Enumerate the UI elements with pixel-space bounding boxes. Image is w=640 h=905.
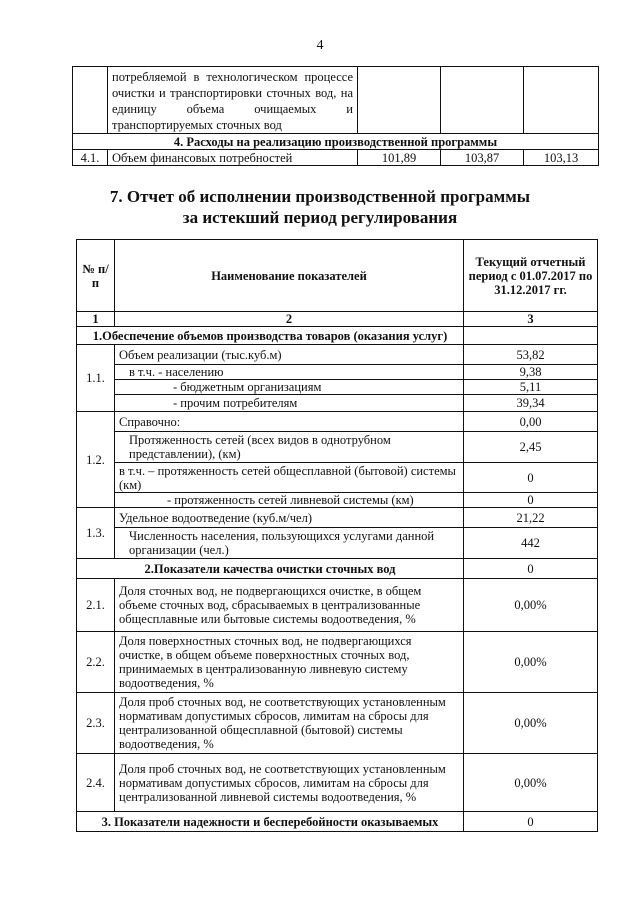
row-number: 2.4. (77, 754, 115, 812)
value-cell: 0,00% (464, 579, 598, 632)
value-cell: 0,00% (464, 632, 598, 693)
row-label: в т.ч. – протяженность сетей общесплавной (бытовой) системы (км) (115, 463, 464, 493)
value-cell: 5,11 (464, 380, 598, 395)
value-cell: 2,45 (464, 432, 598, 463)
row-number: 1.1. (77, 345, 115, 412)
row-number: 2.3. (77, 693, 115, 754)
table-row (77, 579, 598, 632)
table-row (77, 508, 598, 528)
table-row (77, 327, 598, 345)
table-row (77, 754, 598, 812)
section-heading (0, 186, 640, 228)
value-cell: 0 (464, 463, 598, 493)
value-cell: 103,13 (524, 150, 599, 166)
value-cell: 0 (464, 493, 598, 508)
program-expenses-table (72, 66, 599, 166)
table-row (77, 412, 598, 432)
value-cell: 0 (464, 812, 598, 832)
header-number: № п/п (77, 240, 115, 312)
heading-line-1: 7. Отчет об исполнении производственной программы (109, 187, 531, 206)
table-row (77, 345, 598, 365)
column-number: 1 (77, 312, 115, 327)
value-cell: 0 (464, 559, 598, 579)
table-header-row (77, 240, 598, 312)
table-cell (464, 327, 598, 345)
value-cell: 0,00 (464, 412, 598, 432)
section-title: 4. Расходы на реализацию производственной программы (73, 134, 599, 150)
report-table (76, 239, 598, 832)
column-number-row (77, 312, 598, 327)
header-period: Текущий отчетный период с 01.07.2017 по 31.12.2017 гг. (464, 240, 598, 312)
header-name: Наименование показателей (115, 240, 464, 312)
value-cell: 39,34 (464, 395, 598, 412)
row-label: Объем финансовых потребностей (108, 150, 358, 166)
continuation-text: потребляемой в технологическом процессе очистки и транспортировки сточных вод, на единицу объема очищаемых и транспортируемых сточных вод (108, 67, 358, 134)
table-row (77, 528, 598, 559)
value-cell: 0,00% (464, 754, 598, 812)
table-row (77, 632, 598, 693)
row-label: в т.ч. - населению (115, 365, 464, 380)
row-label: Доля сточных вод, не подвергающихся очистке, в общем объеме сточных вод, сбрасываемых в централизованные общесплавные или бытовые системы водоотведения, % (115, 579, 464, 632)
row-label: Численность населения, пользующихся услугами данной организации (чел.) (115, 528, 464, 559)
table-row (77, 559, 598, 579)
table-row (73, 134, 599, 150)
section-2-title: 2.Показатели качества очистки сточных вод (77, 559, 464, 579)
table-cell (524, 67, 599, 134)
row-number: 4.1. (73, 150, 108, 166)
value-cell: 442 (464, 528, 598, 559)
value-cell: 21,22 (464, 508, 598, 528)
section-1-title: 1.Обеспечение объемов производства товаров (оказания услуг) (77, 327, 464, 345)
table-row (77, 380, 598, 395)
table-row (77, 693, 598, 754)
section-3-title: 3. Показатели надежности и бесперебойности оказываемых (77, 812, 464, 832)
row-label: - протяженность сетей ливневой системы (км) (115, 493, 464, 508)
value-cell: 0,00% (464, 693, 598, 754)
table-cell (441, 67, 524, 134)
table-row (77, 365, 598, 380)
row-label: - прочим потребителям (115, 395, 464, 412)
row-label: Доля проб сточных вод, не соответствующих установленным нормативам допустимых сбросов, лимитам на сбросы для централизованной общесплавной (бытовой) системы водоотведения, % (115, 693, 464, 754)
row-number: 2.1. (77, 579, 115, 632)
row-label: Доля поверхностных сточных вод, не подвергающихся очистке, в общем объеме поверхностных сточных вод, принимаемых в централизованную ливневую систему водоотведения, % (115, 632, 464, 693)
row-label: Доля проб сточных вод, не соответствующих установленным нормативам допустимых сбросов, лимитам на сбросы для централизованной ливневой системы водоотведения, % (115, 754, 464, 812)
table-row (77, 432, 598, 463)
row-number: 2.2. (77, 632, 115, 693)
row-label: Протяженность сетей (всех видов в однотрубном представлении), (км) (115, 432, 464, 463)
row-label: - бюджетным организациям (115, 380, 464, 395)
value-cell: 53,82 (464, 345, 598, 365)
column-number: 2 (115, 312, 464, 327)
row-number: 1.3. (77, 508, 115, 559)
table-row (73, 150, 599, 166)
row-label: Объем реализации (тыс.куб.м) (115, 345, 464, 365)
table-cell (73, 67, 108, 134)
table-cell (358, 67, 441, 134)
table-row (77, 812, 598, 832)
page-number: 4 (316, 38, 324, 53)
value-cell: 103,87 (441, 150, 524, 166)
value-cell: 101,89 (358, 150, 441, 166)
heading-line-2: за истекший период регулирования (182, 208, 458, 227)
value-cell: 9,38 (464, 365, 598, 380)
row-label: Справочно: (115, 412, 464, 432)
column-number: 3 (464, 312, 598, 327)
table-row (77, 493, 598, 508)
row-number: 1.2. (77, 412, 115, 508)
table-row (77, 395, 598, 412)
table-row (73, 67, 599, 134)
row-label: Удельное водоотведение (куб.м/чел) (115, 508, 464, 528)
table-row (77, 463, 598, 493)
